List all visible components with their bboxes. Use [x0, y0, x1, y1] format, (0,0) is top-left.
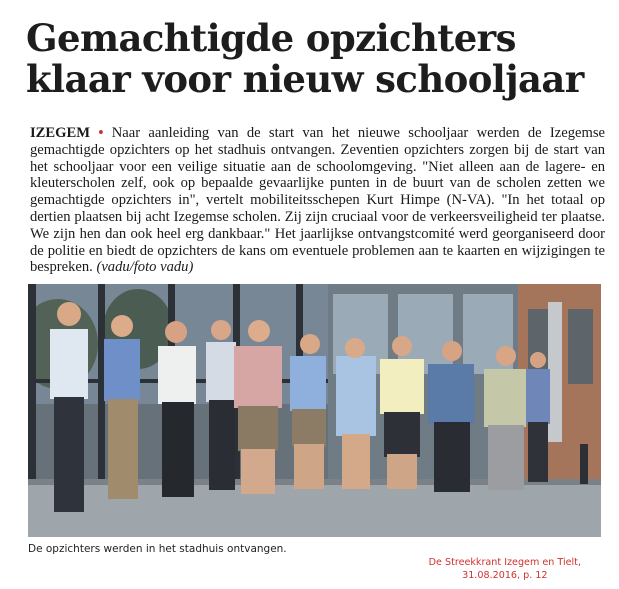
- dateline: IZEGEM: [30, 125, 91, 141]
- bullet-icon: •: [98, 125, 104, 141]
- article-text: Naar aanleiding van de start van het nieuwe schooljaar werden de Izegemse gemachtigde opzichters op het stadhuis ontvangen. Zeventien opzichters zorgen bij de start van het schooljaar voor een veilige situatie aan de schoolomgeving. "Niet alleen aan de lagere- en kleuterscholen zelf, ook op bepaalde gevaarlijke punten in de buurt van de scholen zetten we gemachtigde opzichters in", vertelt mobiliteitsschepen Kurt Himpe (N-VA). "In het totaal op dertien plaatsen bij acht Izegemse scholen. Zij zijn cruciaal voor de verkeersveiligheid ter plaatse. We zijn hen dan ook heel erg dankbaar." Het jaarlijkse ontvangstcomité werd georganiseerd door de politie en biedt de opzichters de kans om eventuele problemen aan te kaarten en wijzigingen te bespreken.: [30, 125, 606, 276]
- photo-caption: De opzichters werden in het stadhuis ontvangen.: [28, 543, 287, 555]
- photo-credit: (vadu/foto vadu): [96, 259, 194, 276]
- group-photo: [28, 284, 601, 537]
- article-body: [30, 125, 605, 276]
- headline-line-2: klaar voor nieuw schooljaar: [26, 57, 584, 101]
- headline-line-1: Gemachtigde opzichters: [26, 16, 516, 60]
- source-line-1: De Streekkrant Izegem en Tielt,: [428, 557, 581, 568]
- source-line-2: 31.08.2016, p. 12: [462, 570, 548, 581]
- headline: [26, 18, 606, 100]
- source-reference: [429, 556, 581, 582]
